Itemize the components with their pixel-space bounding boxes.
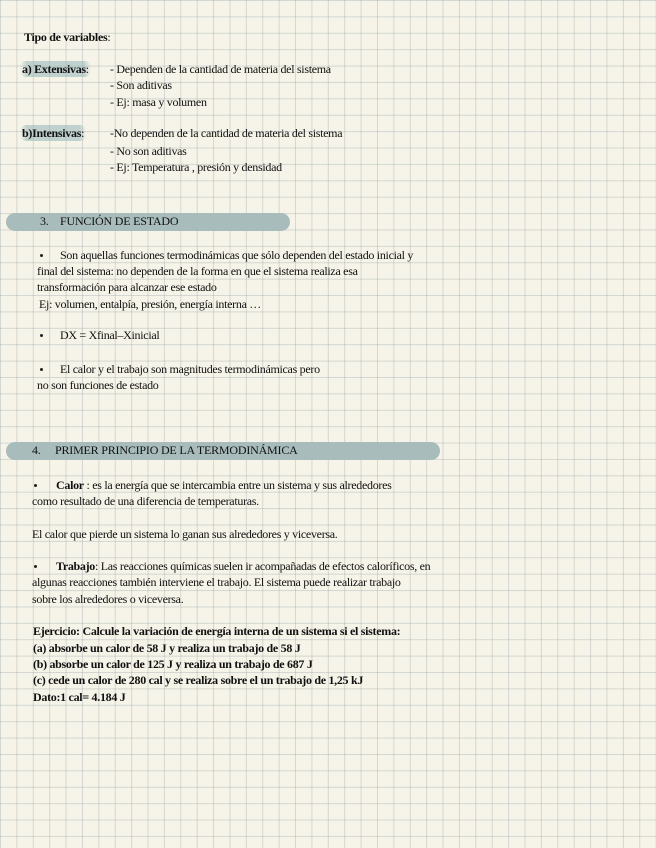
bullet-icon [40,254,43,257]
bullet-icon [34,484,37,487]
calor-line-1 [56,477,392,493]
extensivas-line-1: - Dependen de la cantidad de materia del sistema [110,62,331,76]
section-3-number: 3. [40,214,49,228]
section-3-header [6,213,290,231]
intensivas-colon: : [81,126,85,140]
extensivas-label [20,61,91,77]
state-function-example: Ej: volumen, entalpía, presión, energía interna … [39,297,262,311]
state-function-line-1: Son aquellas funciones termodinámicas que sólo dependen del estado inicial y [60,248,414,262]
calor-definition: : es la energía que se intercambia entre un sistema y sus alrededores [86,478,392,492]
calor-note: El calor que pierde un sistema lo ganan sus alrededores y viceversa. [32,527,338,541]
section-4-header [6,442,440,460]
extensivas-colon: : [85,62,89,76]
extensivas-line-2: - Son aditivas [110,78,172,92]
intensivas-line-3: - Ej: Temperatura , presión y densidad [110,160,282,174]
state-function-line-2: final del sistema: no dependen de la forma en que el sistema realiza esa [37,264,358,278]
trabajo-label: Trabajo [56,559,96,573]
trabajo-line-3: sobre los alrededores o viceversa. [32,592,184,606]
calor-label: Calor [56,478,84,492]
extensivas-label-text: a) Extensivas [22,62,86,76]
bullet-icon [40,368,43,371]
intensivas-line-1: -No dependen de la cantidad de materia del sistema [110,126,343,140]
bullet-icon [40,334,43,337]
trabajo-line-2: algunas reacciones también interviene el trabajo. El sistema puede realizar trabajo [32,575,401,589]
calor-line-2: como resultado de una diferencia de temperaturas. [32,494,259,508]
exercise-item-c: (c) cede un calor de 280 cal y se realiza sobre el un trabajo de 1,25 kJ [33,673,364,687]
section-4-number: 4. [32,443,41,457]
trabajo-definition: : Las reacciones químicas suelen ir acompañadas de efectos caloríficos, en [95,559,431,573]
variables-title-colon: : [107,30,111,44]
exercise-item-a: (a) absorbe un calor de 58 J y realiza un trabajo de 58 J [33,641,301,655]
variables-title-text: Tipo de variables [24,30,108,44]
state-function-line-3: transformación para alcanzar ese estado [37,280,217,294]
heat-work-line-2: no son funciones de estado [37,378,159,392]
trabajo-line-1 [56,558,430,574]
intensivas-label-text: b)Intensivas [22,126,82,140]
intensivas-line-2: - No son aditivas [110,144,187,158]
delta-formula: DX = Xfinal–Xinicial [60,328,160,342]
variables-title [24,29,110,45]
exercise-data: Dato:1 cal= 4.184 J [33,690,126,704]
intensivas-label [20,125,86,141]
exercise-item-b: (b) absorbe un calor de 125 J y realiza un trabajo de 687 J [33,657,313,671]
bullet-icon [34,565,37,568]
extensivas-line-3: - Ej: masa y volumen [110,95,207,109]
section-3-title: FUNCIÓN DE ESTADO [60,214,179,228]
section-4-title: PRIMER PRINCIPIO DE LA TERMODINÁMICA [55,443,298,457]
exercise-title: Ejercicio: Calcule la variación de energía interna de un sistema si el sistema: [33,624,401,638]
heat-work-line-1: El calor y el trabajo son magnitudes termodinámicas pero [60,362,320,376]
